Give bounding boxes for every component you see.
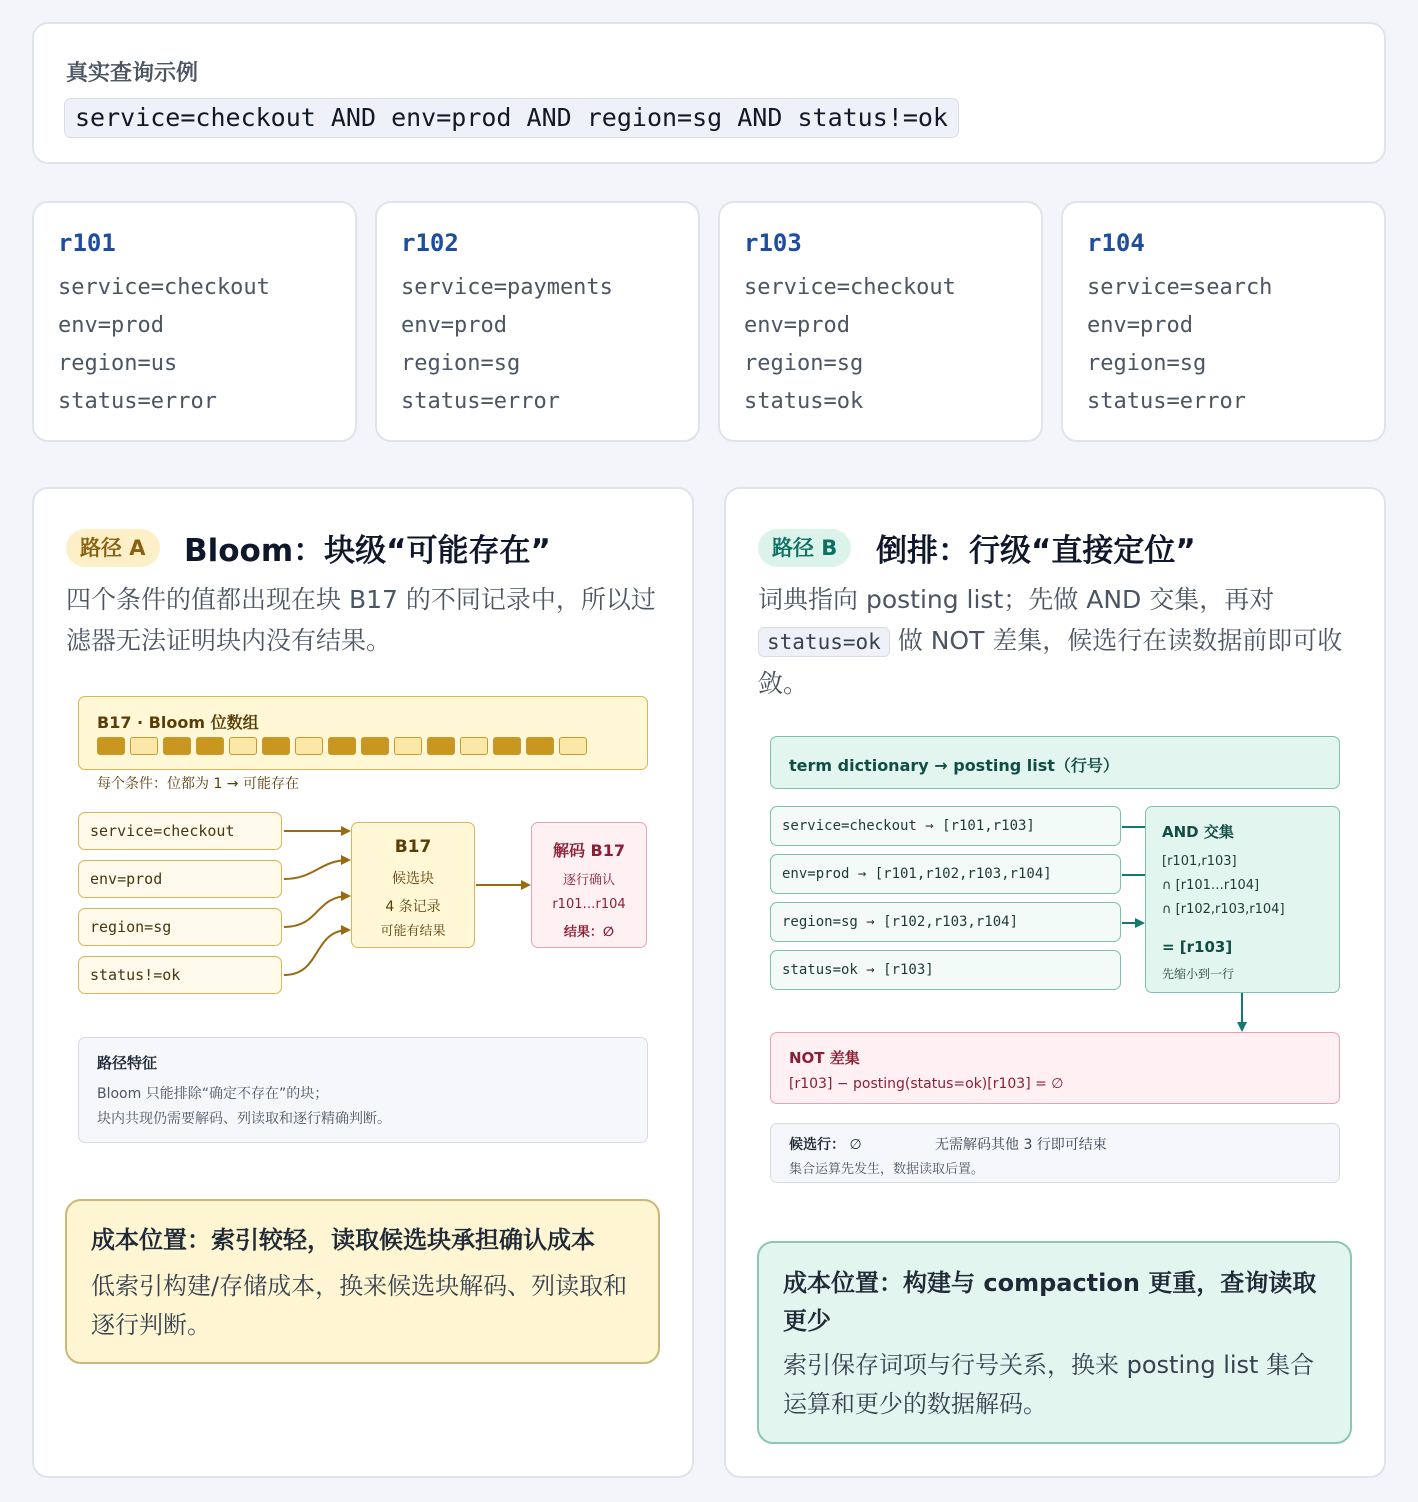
record-field: region=us bbox=[58, 351, 178, 376]
status-ok-code: status=ok bbox=[758, 627, 890, 657]
not-title: NOT 差集 bbox=[789, 1049, 860, 1067]
record-id: r103 bbox=[744, 229, 802, 257]
block-line1: 候选块 bbox=[392, 871, 434, 887]
block-name: B17 bbox=[394, 837, 432, 857]
decode-line1: 逐行确认 bbox=[562, 873, 615, 888]
query-code: service=checkout AND env=prod AND region=sg AND status!=ok bbox=[64, 98, 959, 138]
path-a-title: Bloom：块级“可能存在” bbox=[184, 533, 551, 569]
path-a-badge: 路径 A bbox=[66, 529, 160, 567]
record-id: r104 bbox=[1087, 229, 1145, 257]
arrow-env-to-block bbox=[284, 860, 349, 879]
path-b-title: 倒排：行级“直接定位” bbox=[876, 533, 1196, 569]
and-line3: ∩ [r102,r103,r104] bbox=[1162, 902, 1285, 917]
record-field: status=error bbox=[1087, 389, 1246, 414]
record-field: status=error bbox=[58, 389, 217, 414]
dict-title: term dictionary → posting list（行号） bbox=[789, 756, 1119, 775]
block-line3: 可能有结果 bbox=[380, 924, 446, 939]
arrow-region-to-block bbox=[284, 896, 349, 927]
record-field: region=sg bbox=[401, 351, 521, 376]
path-b-cost-box bbox=[757, 1241, 1352, 1444]
and-intersection-box bbox=[1145, 806, 1340, 993]
record-field: env=prod bbox=[744, 313, 850, 338]
record-field: service=search bbox=[1087, 275, 1273, 300]
record-field: region=sg bbox=[744, 351, 864, 376]
bloom-title: B17 · Bloom 位数组 bbox=[97, 713, 259, 732]
and-line2: ∩ [r101…r104] bbox=[1162, 878, 1260, 893]
cost-a-body: 低索引构建/存储成本，换来候选块解码、列读取和逐行判断。 bbox=[91, 1272, 628, 1339]
feature-title: 路径特征 bbox=[97, 1054, 158, 1072]
condition-region: region=sg bbox=[78, 908, 282, 946]
and-result: = [r103] bbox=[1162, 938, 1233, 956]
path-b-badge: 路径 B bbox=[758, 529, 851, 567]
feature-line1: Bloom 只能排除“确定不存在”的块； bbox=[97, 1086, 329, 1102]
condition-env: env=prod bbox=[78, 860, 282, 898]
bloom-note: 每个条件：位都为 1 → 可能存在 bbox=[97, 776, 299, 792]
record-field: env=prod bbox=[58, 313, 164, 338]
and-line1: [r101,r103] bbox=[1162, 854, 1237, 869]
candidate-result-box bbox=[770, 1123, 1340, 1183]
record-field: service=checkout bbox=[58, 275, 270, 300]
condition-status: status!=ok bbox=[78, 956, 282, 994]
posting-env: env=prod → [r101,r102,r103,r104] bbox=[770, 854, 1121, 894]
record-id: r101 bbox=[58, 229, 116, 257]
candidate-sub: 集合运算先发生，数据读取后置。 bbox=[789, 1162, 985, 1177]
record-field: service=checkout bbox=[744, 275, 956, 300]
record-field: region=sg bbox=[1087, 351, 1207, 376]
cost-b-title: 成本位置：构建与 compaction 更重，查询读取更少 bbox=[783, 1269, 1317, 1335]
record-field: env=prod bbox=[401, 313, 507, 338]
record-id: r102 bbox=[401, 229, 459, 257]
cost-a-title: 成本位置：索引较轻，读取候选块承担确认成本 bbox=[91, 1226, 595, 1254]
query-label: 真实查询示例 bbox=[66, 61, 199, 86]
path-a-feature-box bbox=[78, 1037, 648, 1143]
and-title: AND 交集 bbox=[1162, 823, 1234, 841]
path-a-desc: 四个条件的值都出现在块 B17 的不同记录中，所以过滤器无法证明块内没有结果。 bbox=[66, 585, 656, 655]
not-difference-box bbox=[770, 1032, 1340, 1104]
block-line2: 4 条记录 bbox=[385, 899, 441, 915]
posting-service: service=checkout → [r101,r103] bbox=[770, 806, 1121, 846]
record-field: env=prod bbox=[1087, 313, 1193, 338]
posting-region: region=sg → [r102,r103,r104] bbox=[770, 902, 1121, 942]
record-field: status=error bbox=[401, 389, 560, 414]
condition-service: service=checkout bbox=[78, 812, 282, 850]
path-b-desc: 词典指向 posting list；先做 AND 交集，再对 status=ok 做 NOT 差集，候选行在读数据前即可收敛。 bbox=[758, 585, 1343, 698]
record-field: service=payments bbox=[401, 275, 613, 300]
candidate-label: 候选行： bbox=[789, 1137, 845, 1153]
and-note: 先缩小到一行 bbox=[1162, 967, 1235, 981]
arrow-status-to-block bbox=[284, 930, 349, 975]
candidate-note: 无需解码其他 3 行即可结束 bbox=[935, 1137, 1107, 1153]
candidate-value: ∅ bbox=[849, 1137, 862, 1153]
cost-b-body: 索引保存词项与行号关系，换来 posting list 集合运算和更少的数据解码。 bbox=[783, 1351, 1315, 1418]
feature-line2: 块内共现仍需要解码、列读取和逐行精确判断。 bbox=[97, 1111, 391, 1127]
not-formula: [r103] − posting(status=ok)[r103] = ∅ bbox=[789, 1076, 1064, 1092]
decode-line2: r101…r104 bbox=[552, 897, 626, 912]
posting-status: status=ok → [r103] bbox=[770, 950, 1121, 990]
path-a-cost-box bbox=[65, 1199, 660, 1364]
term-dictionary-box bbox=[770, 736, 1340, 789]
decode-title: 解码 B17 bbox=[552, 841, 626, 860]
decode-line3: 结果：∅ bbox=[563, 925, 615, 940]
record-field: status=ok bbox=[744, 389, 864, 414]
